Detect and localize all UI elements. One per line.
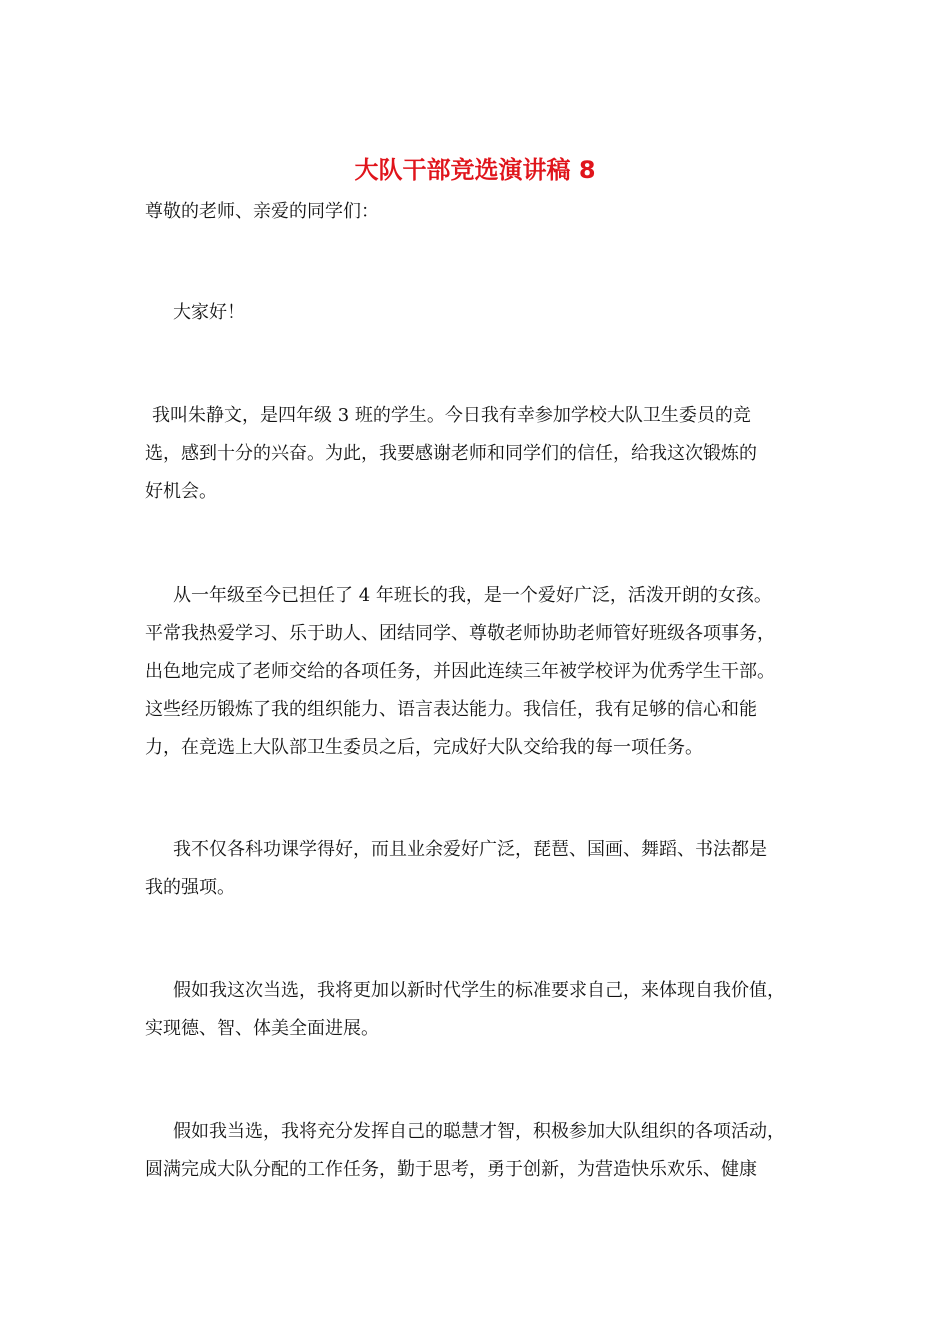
paragraph-2-line-5: 力，在竞选上大队部卫生委员之后，完成好大队交给我的每一项任务。: [145, 737, 703, 758]
paragraph-1-line-2: 选，感到十分的兴奋。为此，我要感谢老师和同学们的信任，给我这次锻炼的: [145, 443, 757, 464]
paragraph-3-line-1: 我不仅各科功课学得好，而且业余爱好广泛，琵琶、国画、舞蹈、书法都是: [173, 839, 767, 860]
greeting: 大家好！: [173, 302, 245, 323]
paragraph-5-line-2: 圆满完成大队分配的工作任务，勤于思考，勇于创新，为营造快乐欢乐、健康: [145, 1159, 757, 1180]
paragraph-3-line-2: 我的强项。: [145, 877, 235, 898]
salutation: 尊敬的老师、亲爱的同学们：: [145, 201, 379, 222]
paragraph-2-line-3: 出色地完成了老师交给的各项任务，并因此连续三年被学校评为优秀学生干部。: [145, 661, 775, 682]
paragraph-2-line-2: 平常我热爱学习、乐于助人、团结同学、尊敬老师协助老师管好班级各项事务，: [145, 623, 775, 644]
paragraph-2-line-1: 从一年级至今已担任了 4 年班长的我，是一个爱好广泛，活泼开朗的女孩。: [173, 585, 772, 606]
document-title: 大队干部竞选演讲稿 8: [354, 156, 596, 184]
paragraph-1-line-1: 我叫朱静文，是四年级 3 班的学生。今日我有幸参加学校大队卫生委员的竞: [152, 405, 751, 426]
paragraph-1-line-3: 好机会。: [145, 481, 217, 502]
paragraph-4-line-1: 假如我这次当选，我将更加以新时代学生的标准要求自己，来体现自我价值，: [173, 980, 785, 1001]
paragraph-4-line-2: 实现德、智、体美全面进展。: [145, 1018, 379, 1039]
paragraph-2-line-4: 这些经历锻炼了我的组织能力、语言表达能力。我信任，我有足够的信心和能: [145, 699, 757, 720]
paragraph-5-line-1: 假如我当选，我将充分发挥自己的聪慧才智，积极参加大队组织的各项活动，: [173, 1121, 785, 1142]
